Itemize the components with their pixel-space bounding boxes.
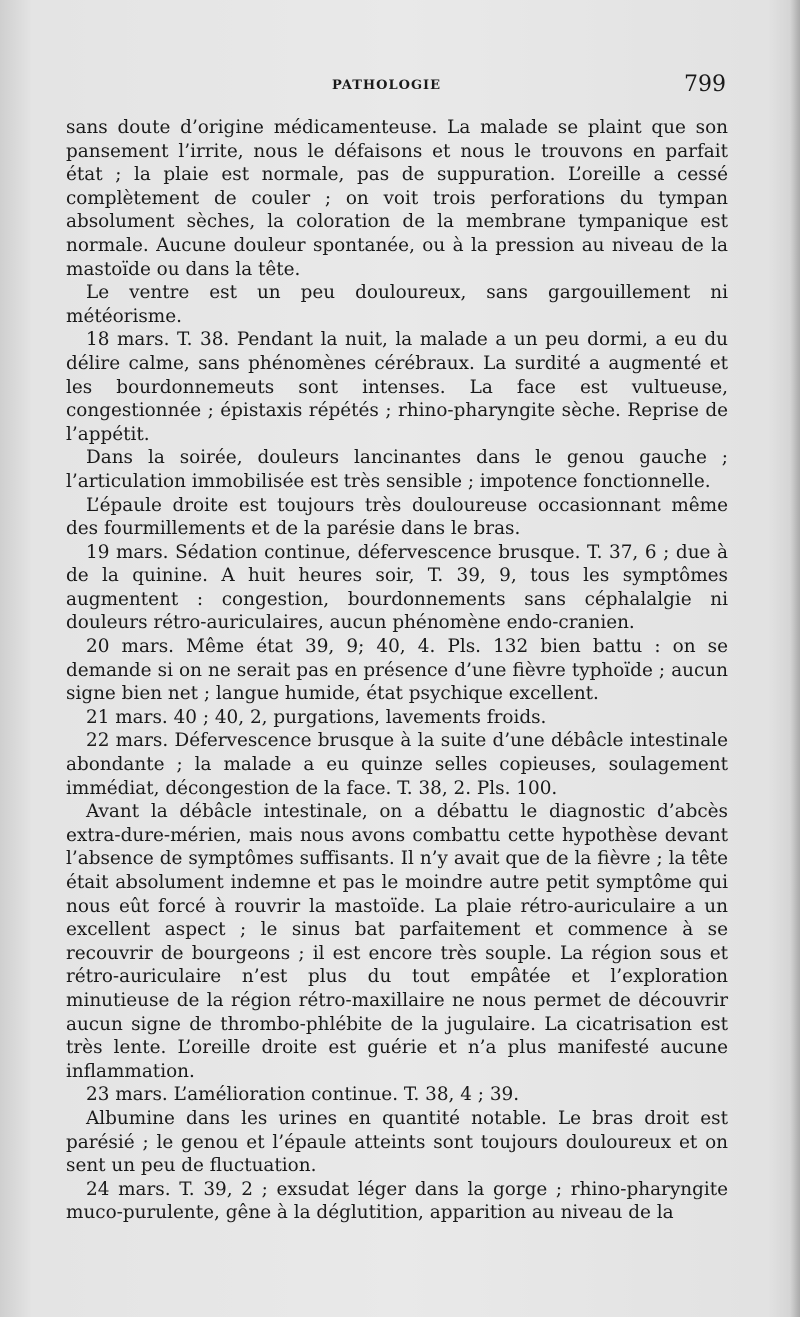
- paragraph: Dans la soirée, douleurs lancinantes dans le genou gauche ; l’articulation immobilisée est très sensible ; impotence fonctionnelle.: [66, 447, 728, 492]
- paragraph: 20 mars. Même état 39, 9; 40, 4. Pls. 132 bien battu : on se demande si on ne serait pas en présence d’une fièvre typhoïde ; aucun signe bien net ; langue humide, état psychique excellent.: [66, 636, 728, 705]
- paragraph: Le ventre est un peu douloureux, sans gargouillement ni météorisme.: [66, 282, 728, 327]
- paragraph: 23 mars. L’amélioration continue. T. 38, 4 ; 39.: [86, 1084, 520, 1106]
- body-text: [66, 116, 728, 1225]
- paragraph: 24 mars. T. 39, 2 ; exsudat léger dans la gorge ; rhino-pharyngite muco-purulente, gêne à la déglutition, apparition au niveau de la: [66, 1178, 728, 1224]
- paragraph: 22 mars. Défervescence brusque à la suite d’une débâcle intestinale abondante ; la malade a eu quinze selles copieuses, soulagement immédiat, décongestion de la face. T. 38, 2. Pls. 100.: [66, 730, 728, 799]
- paragraph: sans doute d’origine médicamenteuse. La malade se plaint que son pansement l’irrite, nous le défaisons et nous le trouvons en parfait état ; la plaie est normale, pas de suppuration. L’oreille a cessé complètement de couler ; on voit trois perforations du tympan absolument sèches, la coloration de la membrane tympanique est normale. Aucune douleur spontanée, ou à la pression au niveau de la mastoïde ou dans la tête.: [66, 117, 728, 280]
- running-head: PATHOLOGIE: [332, 78, 442, 93]
- page-header: [66, 72, 726, 102]
- paragraph: 19 mars. Sédation continue, défervescence brusque. T. 37, 6 ; due à de la quinine. A huit heures soir, T. 39, 9, tous les symptômes augmentent : congestion, bourdonnements sans céphalalgie ni douleurs rétro-auriculaires, aucun phénomène endo-cranien.: [66, 541, 728, 634]
- page-edge-shadow: [790, 0, 800, 1317]
- paragraph: Albumine dans les urines en quantité notable. Le bras droit est parésié ; le genou et l’épaule atteints sont toujours douloureux et on sent un peu de fluctuation.: [66, 1107, 728, 1177]
- page-number: 799: [684, 72, 726, 97]
- paragraph: Avant la débâcle intestinale, on a débattu le diagnostic d’abcès extra-dure-mérien, mais nous avons combattu cette hypothèse devant l’absence de symptômes suffisants. Il n’y avait que de la fièvre ; la tête était absolument indemne et pas le moindre autre petit symptôme qui nous eût forcé à rouvrir la mastoïde. La plaie rétro-auriculaire a un excellent aspect ; le sinus bat parfaitement et commence à se recouvrir de bourgeons ; il est encore très souple. La région sous et rétro-auriculaire n’est plus du tout empâtée et l’exploration minutieuse de la région rétro-maxillaire ne nous permet de découvrir aucun signe de thrombo-phlébite de la jugulaire. La cicatrisation est très lente. L’oreille droite est guérie et n’a plus manifesté aucune inflammation.: [66, 801, 728, 1082]
- paragraph: 18 mars. T. 38. Pendant la nuit, la malade a un peu dormi, a eu du délire calme, sans phénomènes cérébraux. La surdité a augmenté et les bourdonnemeuts sont intenses. La face est vultueuse, congestionnée ; épistaxis répétés ; rhino-pharyngite sèche. Reprise de l’appétit.: [66, 329, 728, 445]
- paragraph: L’épaule droite est toujours très douloureuse occasionnant même des fourmillements et de la parésie dans le bras.: [66, 494, 728, 540]
- paragraph: 21 mars. 40 ; 40, 2, purgations, lavements froids.: [86, 706, 547, 728]
